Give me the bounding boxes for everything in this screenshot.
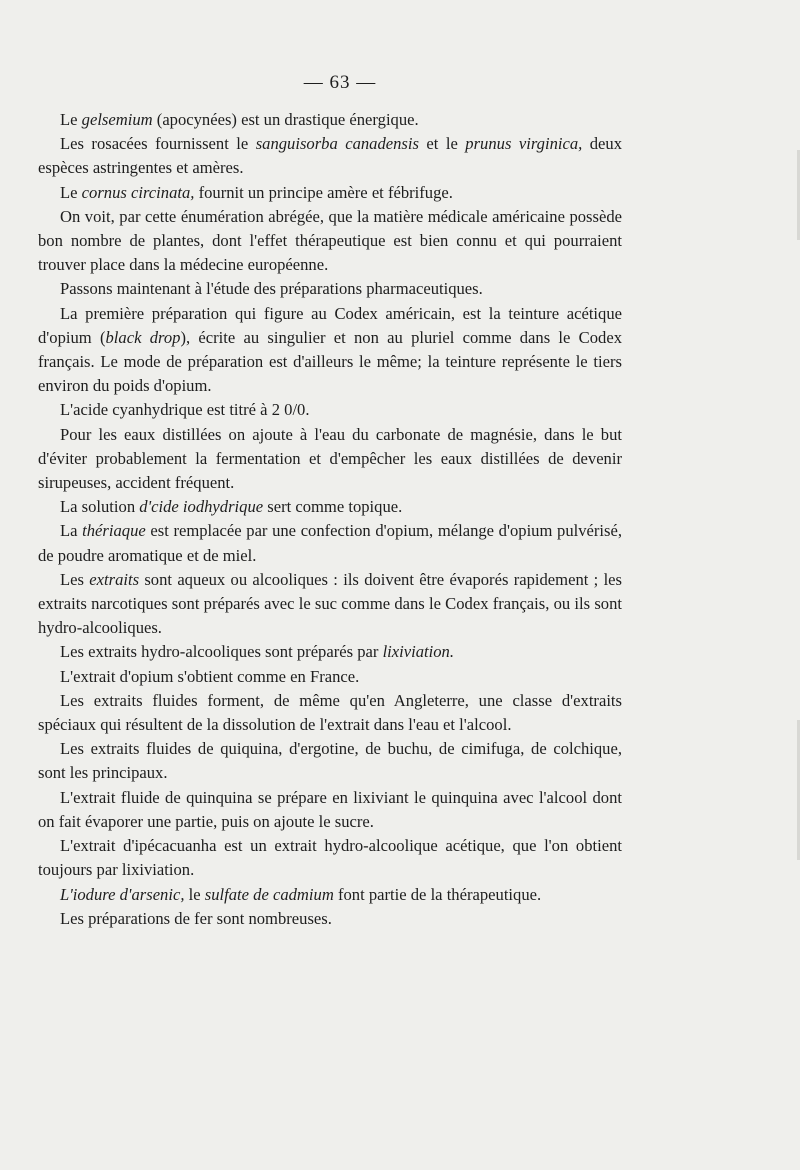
text-run: est remplacée par une confection d'opium, mélange d'opium pulvérisé, de poudre aromatique et de miel.: [38, 521, 622, 565]
page-number: — 63 —: [303, 72, 377, 93]
paragraph: [38, 834, 622, 882]
paragraph: [38, 907, 622, 931]
paragraph: [38, 132, 622, 180]
italic-term: L'iodure d'arsenic,: [60, 884, 185, 904]
text-run: deux espèces astringentes et amères.: [38, 134, 623, 178]
body-text: [38, 108, 622, 931]
italic-term: lixiviation.: [382, 642, 454, 662]
text-run: Les préparations de fer sont nombreuses.: [60, 908, 332, 928]
text-run: Le: [60, 110, 82, 129]
text-run: et le: [418, 134, 466, 154]
italic-term: d'cide iodhydrique: [139, 497, 264, 517]
paragraph: [38, 689, 622, 737]
text-run: L'extrait fluide de quinquina se prépare en lixiviant le quinquina avec l'alcool dont on fait évaporer une partie, puis on ajoute le sucre.: [38, 787, 622, 831]
text-run: ), écrite au singulier et non au pluriel comme dans le Codex français. Le mode de préparation est d'ailleurs le même; la teinture représente le tiers environ du poids d'opium.: [38, 327, 623, 396]
text-run: Pour les eaux distillées on ajoute à l'eau du carbonate de magnésie, dans le but d'éviter probablement la fermentation et d'empêcher les eaux distillées de devenir sirupeuses, accident fréquent.: [38, 424, 622, 493]
italic-term: thériaque: [82, 521, 146, 541]
text-run: Les: [60, 569, 90, 589]
paragraph: [38, 737, 622, 785]
text-run: fournit un principe amère et fébrifuge.: [194, 182, 453, 202]
text-run: Les extraits hydro-alcooliques sont préparés par: [60, 642, 383, 662]
text-run: L'acide cyanhydrique est titré à 2 0/0.: [60, 400, 310, 420]
text-run: L'extrait d'opium s'obtient comme en France.: [60, 666, 360, 686]
text-run: font partie de la thérapeutique.: [333, 884, 542, 904]
paragraph: [38, 519, 622, 567]
text-run: Le: [60, 182, 82, 202]
paragraph: [38, 108, 622, 132]
text-run: La solution: [60, 497, 140, 517]
text-run: sont aqueux ou alcooliques : ils doivent être évaporés rapidement ; les extraits narcotiques sont préparés avec le suc comme dans le Codex français, ou ils sont hydro-alcooliques.: [38, 569, 622, 638]
paragraph: [38, 665, 622, 689]
paragraph: [38, 568, 622, 641]
paragraph: [38, 640, 622, 664]
paragraph: [38, 423, 622, 496]
italic-term: extraits: [89, 569, 140, 589]
italic-term: prunus virginica,: [465, 134, 583, 154]
text-run: On voit, par cette énumération abrégée, que la matière médicale américaine possède bon nombre de plantes, dont l'effet thérapeutique est bien connu et qui pourraient trouver place dans la médecine européenne.: [38, 206, 622, 275]
paragraph: [38, 786, 622, 834]
paragraph: [38, 277, 622, 301]
italic-term: cornus circinata,: [81, 182, 195, 202]
paragraph: [38, 883, 622, 907]
italic-term: sulfate de cadmium: [204, 884, 334, 904]
text-run: L'extrait d'ipécacuanha est un extrait hydro-alcoolique acétique, que l'on obtient toujours par lixiviation.: [38, 836, 622, 880]
text-run: (apocynées) est un drastique énergique.: [152, 110, 419, 129]
italic-term: gelsemium: [81, 110, 153, 129]
paragraph: [38, 302, 622, 399]
italic-term: black drop: [105, 327, 181, 347]
text-run: le: [184, 884, 205, 904]
text-run: Passons maintenant à l'étude des préparations pharmaceutiques.: [60, 279, 483, 299]
italic-term: sanguisorba canadensis: [255, 134, 419, 154]
text-run: La première préparation qui figure au Codex américain, est la teinture acétique d'opium (: [38, 303, 622, 347]
text-run: sert comme topique.: [263, 497, 403, 517]
paragraph: [38, 495, 622, 519]
paragraph: [38, 205, 622, 278]
text-run: Les rosacées fournissent le: [60, 134, 256, 154]
paragraph: [38, 398, 622, 422]
paragraph: [38, 181, 622, 205]
text-run: Les extraits fluides de quiquina, d'ergotine, de buchu, de cimifuga, de colchique, sont les principaux.: [38, 739, 622, 783]
text-run: La: [60, 521, 83, 541]
text-run: Les extraits fluides forment, de même qu'en Angleterre, une classe d'extraits spéciaux qui résultent de la dissolution de l'extrait dans l'eau et l'alcool.: [38, 690, 622, 735]
